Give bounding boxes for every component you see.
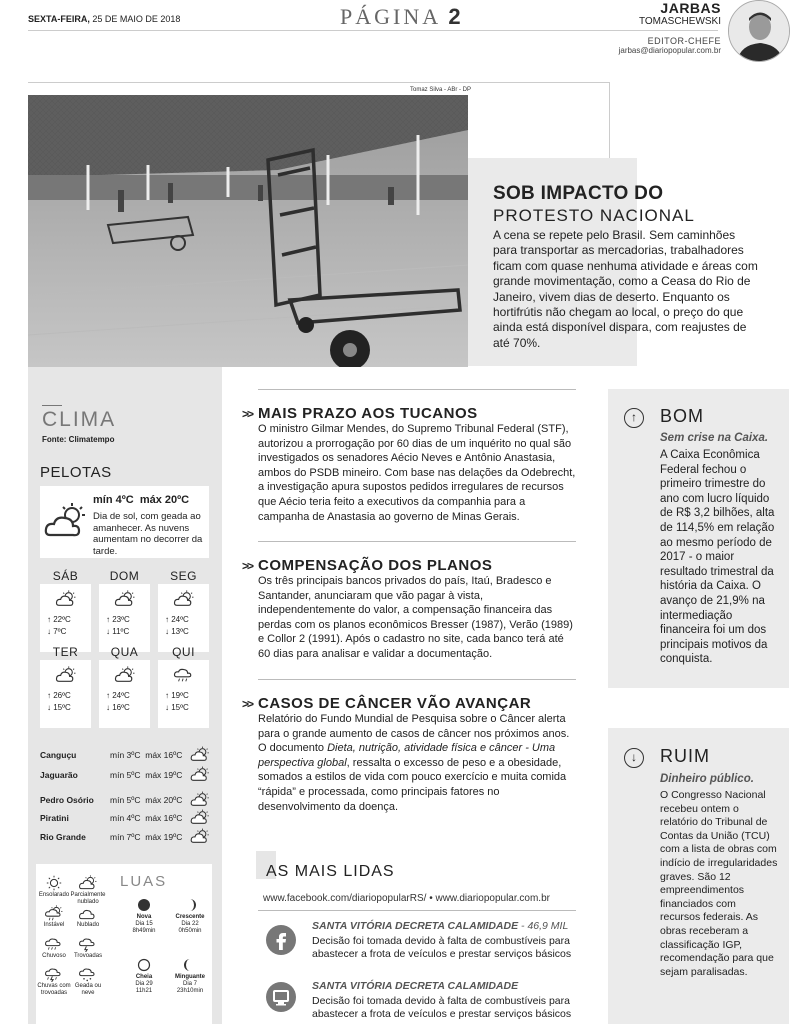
page-label: PÁGINA 2 xyxy=(340,4,464,29)
waning-moon-icon xyxy=(170,958,210,972)
city-row xyxy=(36,828,212,846)
forecast-max: ↑ 22ºC xyxy=(47,615,71,624)
moon-phase xyxy=(170,958,210,995)
partly-cloudy-icon xyxy=(114,666,136,689)
computer-icon xyxy=(266,982,296,1012)
ruim-body: O Congresso Nacional recebeu ontem o relatório do Tribunal de Contas da União (TCU) com a lista de obras com indício de irregularidades graves. São 12 empreendimentos financiados com recursos federais. As obras receberam a classificação IGP, recomendação para que sejam paralisadas. xyxy=(660,789,778,978)
moon-time: 23h10min xyxy=(176,988,204,994)
moon-time: 8h49min xyxy=(132,928,156,934)
legend-label: Parcialmente nublado xyxy=(70,892,106,905)
ruim-title: RUIM xyxy=(660,746,710,766)
legend-label: Geada ou neve xyxy=(74,983,102,996)
photo-frame xyxy=(28,82,610,83)
thunder-icon xyxy=(68,936,108,952)
moon-name: Crescente xyxy=(175,914,205,920)
section-divider xyxy=(258,541,576,542)
city-row-temps: mín 4ºC máx 16ºC xyxy=(110,813,183,823)
partly-cloudy-icon xyxy=(68,875,108,891)
social-links[interactable]: www.facebook.com/diariopopularRS/ • www.diariopopular.com.br xyxy=(263,893,550,904)
partly-cloudy-icon xyxy=(55,590,77,613)
lead-photo xyxy=(28,95,468,367)
partly-cloudy-icon xyxy=(44,503,88,544)
section-title: >> COMPENSAÇÃO DOS PLANOS xyxy=(242,557,493,574)
partly-cloudy-icon xyxy=(190,766,210,785)
legend-item xyxy=(68,905,108,929)
forecast-min: ↓ 15ºC xyxy=(47,703,71,712)
photo-frame xyxy=(609,82,610,160)
header-divider xyxy=(28,30,718,31)
forecast-max: ↑ 24ºC xyxy=(106,691,130,700)
legend-label: Ensolarado xyxy=(38,892,70,898)
lead-title: SOB IMPACTO DO xyxy=(493,183,664,204)
moon-phase xyxy=(170,898,210,935)
forecast-max: ↑ 26ºC xyxy=(47,691,71,700)
city-row-name: Rio Grande xyxy=(40,832,86,842)
editor-block: JARBAS TOMASCHEWSKI EDITOR-CHEFE jarbas@diariopopular.com.br xyxy=(618,0,721,55)
moon-name: Nova xyxy=(136,914,152,920)
forecast-day xyxy=(158,584,209,652)
section-title: >> CASOS DE CÂNCER VÃO AVANÇAR xyxy=(242,695,532,712)
forecast-max: ↑ 19ºC xyxy=(165,691,189,700)
legend-label: Chuvas com trovoadas xyxy=(37,983,71,996)
section-title: >> MAIS PRAZO AOS TUCANOS xyxy=(242,405,478,422)
legend-item xyxy=(68,936,108,960)
city-row-name: Piratini xyxy=(40,813,69,823)
section-body: O ministro Gilmar Mendes, do Supremo Tribunal Federal (STF), autorizou a prorrogação por 60 dias de um inquérito no qual são investigados os senadores Aécio Neves e Antônio Anastasia, ambos do PSDB mineiro. Com base nas delações da Odebrecht, a investigação apura supostos pedidos irregulares de recursos que Aécio teria feito a executivos da companhia para a campanha de Anastasia ao governo de Minas Gerais. xyxy=(258,423,576,523)
partly-cloudy-icon xyxy=(55,666,77,689)
most-read-title[interactable]: SANTA VITÓRIA DECRETA CALAMIDADE - 46,9 MIL xyxy=(312,920,569,932)
city-row-name: Jaguarão xyxy=(40,770,78,780)
clima-source: Fonte: Climatempo xyxy=(42,435,115,444)
most-read-title[interactable]: SANTA VITÓRIA DECRETA CALAMIDADE xyxy=(312,980,519,992)
city-row-temps: mín 7ºC máx 19ºC xyxy=(110,832,183,842)
editor-avatar xyxy=(728,0,790,62)
crescent-moon-icon xyxy=(170,898,210,912)
forecast-min: ↓ 16ºC xyxy=(106,703,130,712)
city-row-temps: mín 5ºC máx 19ºC xyxy=(110,770,183,780)
editor-email[interactable]: jarbas@diariopopular.com.br xyxy=(618,46,721,55)
forecast-max: ↑ 23ºC xyxy=(106,615,130,624)
moon-date: Dia 15 xyxy=(135,921,153,927)
lead-article xyxy=(493,183,758,351)
moon-time: 11h21 xyxy=(135,988,153,994)
today-minmax: mín 4ºC máx 20ºC xyxy=(93,494,190,506)
city-row-name: Canguçu xyxy=(40,750,77,760)
moon-date: Dia 7 xyxy=(182,981,197,987)
city-row xyxy=(36,809,212,827)
new-moon-icon xyxy=(124,898,164,912)
city-row-temps: mín 5ºC máx 20ºC xyxy=(110,795,183,805)
mais-lidas-title: AS MAIS LIDAS xyxy=(266,863,395,880)
forecast-day xyxy=(99,660,150,728)
section-body: Relatório do Fundo Mundial de Pesquisa sobre o Câncer alerta para o grande aumento de casos de câncer nos próximos anos. O documento Dieta, nutrição, atividade física e câncer - Uma perspectiva global, ressalta o excesso de peso e a obesidade, somados a estilos de vida com pouco exercício e muita comida “rápida” e processada, como principais fatores no desenvolvimento da doença. xyxy=(258,713,570,813)
moon-phase xyxy=(124,898,164,935)
full-moon-icon xyxy=(124,958,164,972)
photo-credit: Tomaz Silva - ABr - DP xyxy=(410,87,472,93)
forecast-day-name: SEG xyxy=(170,569,197,583)
legend-label: Instável xyxy=(43,922,65,928)
forecast-day-name: TER xyxy=(52,645,79,659)
clima-rule xyxy=(42,405,62,406)
page-number: 2 xyxy=(448,4,464,29)
bom-subtitle: Sem crise na Caixa. xyxy=(660,432,769,444)
moon-phase xyxy=(124,958,164,995)
city-name: PELOTAS xyxy=(40,464,112,481)
lead-body: A cena se repete pelo Brasil. Sem caminhões para transportar as mercadorias, trabalhadores ficam com quase nenhuma atividade e áreas com grande movimentação, como a Ceasa do Rio de Janeiro, vivem dias de deserto. Enquanto os hortifrútis não chegam ao local, o preço do que ainda está disponível dispara, com reajustes de até 70%. xyxy=(493,228,758,350)
partly-cloudy-icon xyxy=(114,590,136,613)
forecast-day-name: QUA xyxy=(110,645,139,659)
forecast-day xyxy=(40,584,91,652)
legend-item xyxy=(68,875,108,905)
forecast-day xyxy=(99,584,150,652)
section-divider xyxy=(258,389,576,390)
moon-name: Minguante xyxy=(175,974,205,980)
moon-name: Cheia xyxy=(135,974,153,980)
bom-title: BOM xyxy=(660,406,705,426)
moon-time: 0h50min xyxy=(178,928,202,934)
arrow-up-icon: ↑ xyxy=(624,408,644,428)
forecast-min: ↓ 13ºC xyxy=(165,627,189,636)
city-row-temps: mín 3ºC máx 16ºC xyxy=(110,750,183,760)
forecast-min: ↓ 7ºC xyxy=(47,627,67,636)
partly-cloudy-icon xyxy=(190,809,210,828)
forecast-min: ↓ 11ºC xyxy=(106,627,130,636)
ruim-subtitle: Dinheiro público. xyxy=(660,773,754,785)
partly-cloudy-icon xyxy=(190,746,210,765)
lead-subtitle: PROTESTO NACIONAL xyxy=(493,206,695,225)
forecast-min: ↓ 15ºC xyxy=(165,703,189,712)
arrow-down-icon: ↓ xyxy=(624,748,644,768)
moon-date: Dia 29 xyxy=(135,981,153,987)
legend-label: Chuvoso xyxy=(42,953,66,959)
bom-body: A Caixa Econômica Federal fechou o primeiro trimestre do ano com lucro líquido de R$ 3,2 bilhões, alta de 114,5% em relação ao mesmo período de 2017 - o maior resultado trimestral da história da Caixa. O avanço de 21,9% na intermediação financeira foi um dos principais motivos da conquista. xyxy=(660,449,775,666)
clima-title: CLIMA xyxy=(42,408,117,431)
forecast-max: ↑ 24ºC xyxy=(165,615,189,624)
city-row xyxy=(36,746,212,764)
forecast-day xyxy=(158,660,209,728)
snow-icon xyxy=(68,966,108,982)
most-read-body: Decisão foi tomada devido à falta de combustíveis para abastecer a frota de veículos e prestar serviços básicos xyxy=(312,935,572,960)
city-row-name: Pedro Osório xyxy=(40,795,94,805)
rain-cloud-icon xyxy=(173,666,195,689)
legend-label: Nublado xyxy=(76,922,100,928)
luas-title: LUAS xyxy=(120,873,168,890)
partly-cloudy-icon xyxy=(190,828,210,847)
facebook-icon xyxy=(266,925,296,955)
edition-date: SEXTA-FEIRA, 25 DE MAIO DE 2018 xyxy=(28,14,181,24)
forecast-day-name: SÁB xyxy=(52,569,79,583)
partly-cloudy-icon xyxy=(190,791,210,810)
city-row xyxy=(36,791,212,809)
legend-label: Trovoadas xyxy=(73,953,103,959)
cloud-icon xyxy=(68,905,108,921)
today-description: Dia de sol, com geada ao amanhecer. As nuvens aumentam no decorrer da tarde. xyxy=(93,511,203,557)
section-divider xyxy=(258,679,576,680)
city-row xyxy=(36,766,212,784)
legend-item xyxy=(68,966,108,996)
most-read-body: Decisão foi tomada devido à falta de combustíveis para abastecer a frota de veículos e prestar serviços básicos xyxy=(312,995,572,1020)
moon-date: Dia 22 xyxy=(181,921,199,927)
forecast-day xyxy=(40,660,91,728)
section-body: Os três principais bancos privados do país, Itaú, Bradesco e Santander, anunciaram que vão pagar à vista, independentemente do valor, a compensação financeira das perdas com os planos econômicos Bresser (1987), Verão (1989) e Collor 2 (1991). Após o cadastro no site, cada banco terá até 60 dias para analisar e validar a documentação. xyxy=(258,575,573,660)
partly-cloudy-icon xyxy=(173,590,195,613)
forecast-day-name: QUI xyxy=(172,645,195,659)
forecast-day-name: DOM xyxy=(109,569,140,583)
social-divider xyxy=(258,910,576,911)
